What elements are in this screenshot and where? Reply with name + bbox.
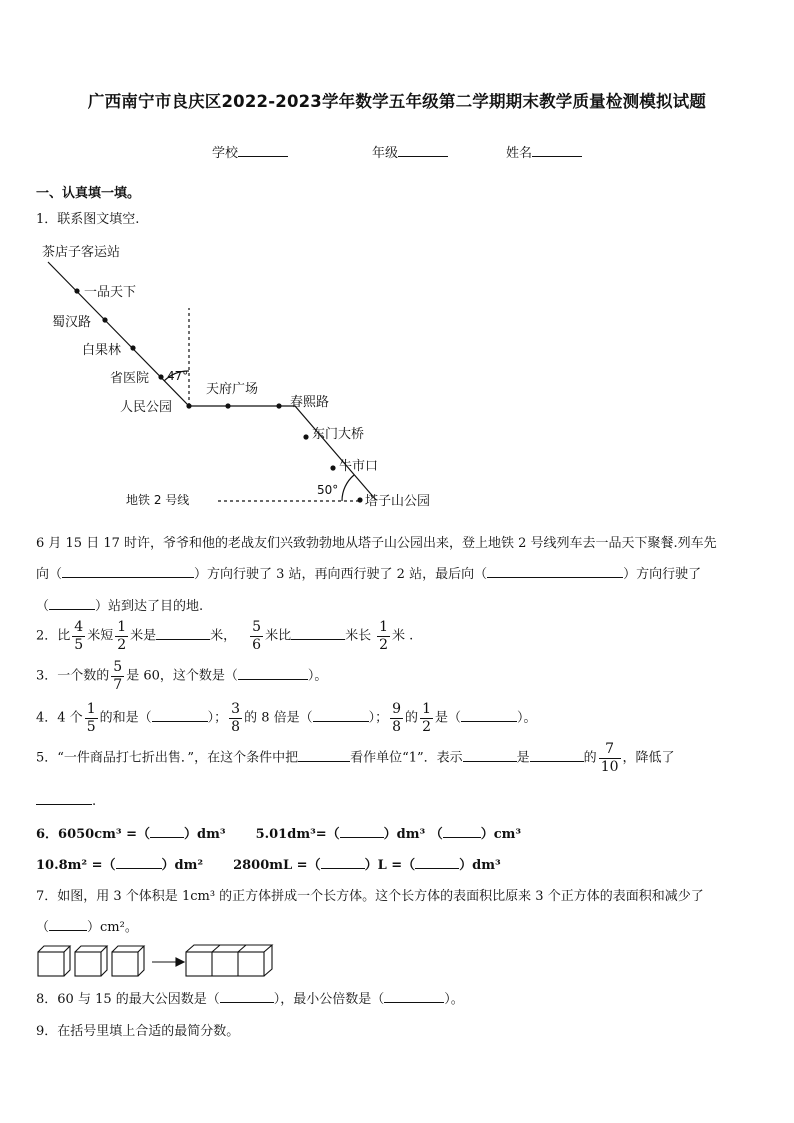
question-2: 2．比 $\frac{4}{5}$ 米短 $\frac{1}{2}$ 米是 米， $\frac{5}{6}$ 米比 米长 $\frac{1}{2}$ 米 . (36, 619, 414, 653)
question-1-label: 1．联系图文填空. (36, 212, 140, 227)
station-dot (74, 288, 79, 293)
metro-line-label: 地铁 2 号线 (126, 493, 190, 507)
station-label: 春熙路 (290, 395, 330, 410)
cubes-figure (36, 942, 276, 978)
station-dot (225, 403, 230, 408)
station-label: 白果林 (82, 343, 122, 358)
question-4: 4．4 个 $\frac{1}{5}$ 的和是（ ）； $\frac{3}{8}$ 的 8 倍是（ ）； $\frac{9}{8}$ 的 $\frac{1}{2}$ 是（ ）。 (36, 701, 537, 735)
station-label: 一品天下 (84, 285, 137, 300)
station-label: 塔子山公园 (365, 494, 431, 509)
page-title: 广西南宁市良庆区2022-2023学年数学五年级第二学期期末教学质量检测模拟试题 (87, 92, 707, 111)
angle-label: 47° (167, 369, 189, 383)
station-dot (186, 403, 191, 408)
station-label: 天府广场 (206, 382, 259, 397)
question-7-line2: （ ）cm²。 (36, 920, 138, 935)
grade-field: 年级 (372, 142, 448, 161)
question-1-text-line1: 6 月 15 日 17 时许，爷爷和他的老战友们兴致勃勃地从塔子山公园出来，登上地铁 2 号线列车去一品天下聚餐.列车先 (36, 536, 717, 551)
question-6-line2: 10.8m² =（ ）dm² 2800mL =（ ）L =（ ）dm³ (36, 858, 501, 873)
station-label: 省医院 (110, 371, 150, 386)
station-dot (130, 345, 135, 350)
station-dot (102, 317, 107, 322)
question-5: 5．“一件商品打七折出售．”，在这个条件中把 看作单位“1”．表示 是 的 $\frac{7}{10}$ ，降低了 (36, 741, 675, 775)
station-dot (276, 403, 281, 408)
name-field: 姓名 (506, 142, 582, 161)
question-6-line1: 6．6050cm³ =（ ）dm³ 5.01dm³=（ ）dm³ （ ）cm³ (36, 827, 522, 842)
question-1-text-line2: 向（ ）方向行驶了 3 站，再向西行驶了 2 站，最后向（ ）方向行驶了 (36, 567, 702, 582)
station-dot (330, 465, 335, 470)
station-dot (158, 374, 163, 379)
station-dot (357, 497, 362, 502)
station-dot (303, 434, 308, 439)
station-label: 茶店子客运站 (42, 245, 121, 260)
station-label: 牛市口 (339, 459, 379, 474)
angle-label: 50° (317, 483, 339, 497)
question-5-cont: . (36, 792, 96, 809)
question-8: 8．60 与 15 的最大公因数是（ ），最小公倍数是（ ）。 (36, 992, 464, 1007)
station-label: 蜀汉路 (52, 315, 92, 330)
question-3: 3．一个数的 $\frac{5}{7}$ 是 60，这个数是（ ）。 (36, 659, 328, 693)
metro-map (36, 236, 476, 518)
station-label: 人民公园 (120, 400, 173, 415)
section-heading: 一、认真填一填。 (36, 186, 141, 201)
question-1-text-line3: （ ）站到达了目的地. (36, 599, 204, 614)
station-label: 东门大桥 (312, 427, 365, 442)
question-7-line1: 7．如图，用 3 个体积是 1cm³ 的正方体拼成一个长方体。这个长方体的表面积比原来 3 个正方体的表面积和减少了 (36, 889, 704, 904)
school-field: 学校 (212, 142, 288, 161)
question-9: 9．在括号里填上合适的最简分数。 (36, 1024, 240, 1039)
